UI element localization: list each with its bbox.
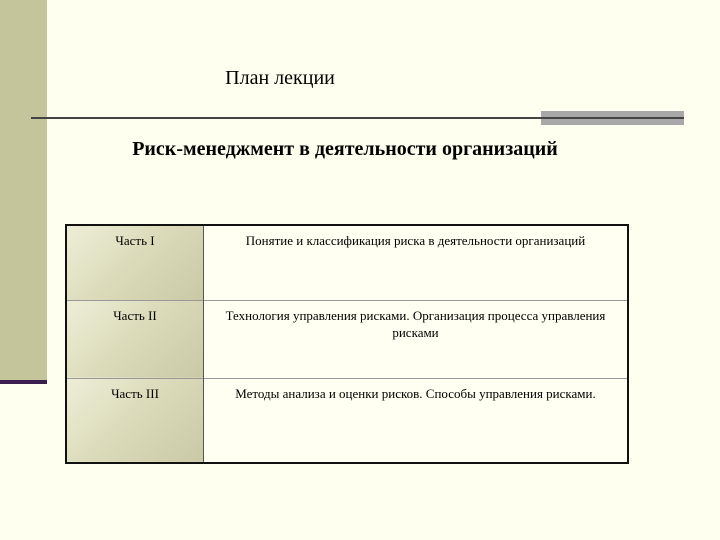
part-label: Часть I <box>66 225 204 300</box>
lecture-plan-table <box>65 224 629 464</box>
slide-subtitle: Риск-менеджмент в деятельности организаций <box>132 138 558 160</box>
table-row <box>66 225 628 300</box>
part-label: Часть II <box>66 300 204 378</box>
part-topic: Методы анализа и оценки рисков. Способы управления рисками. <box>204 378 629 463</box>
table-row <box>66 378 628 463</box>
left-bar-accent <box>0 380 47 384</box>
left-decorative-bar <box>0 0 47 381</box>
part-label: Часть III <box>66 378 204 463</box>
part-topic: Технология управления рисками. Организация процесса управления рисками <box>204 300 629 378</box>
slide-title: План лекции <box>225 67 335 89</box>
part-topic: Понятие и классификация риска в деятельности организаций <box>204 225 629 300</box>
title-divider <box>31 117 541 119</box>
table-row <box>66 300 628 378</box>
title-divider-right <box>541 117 684 119</box>
